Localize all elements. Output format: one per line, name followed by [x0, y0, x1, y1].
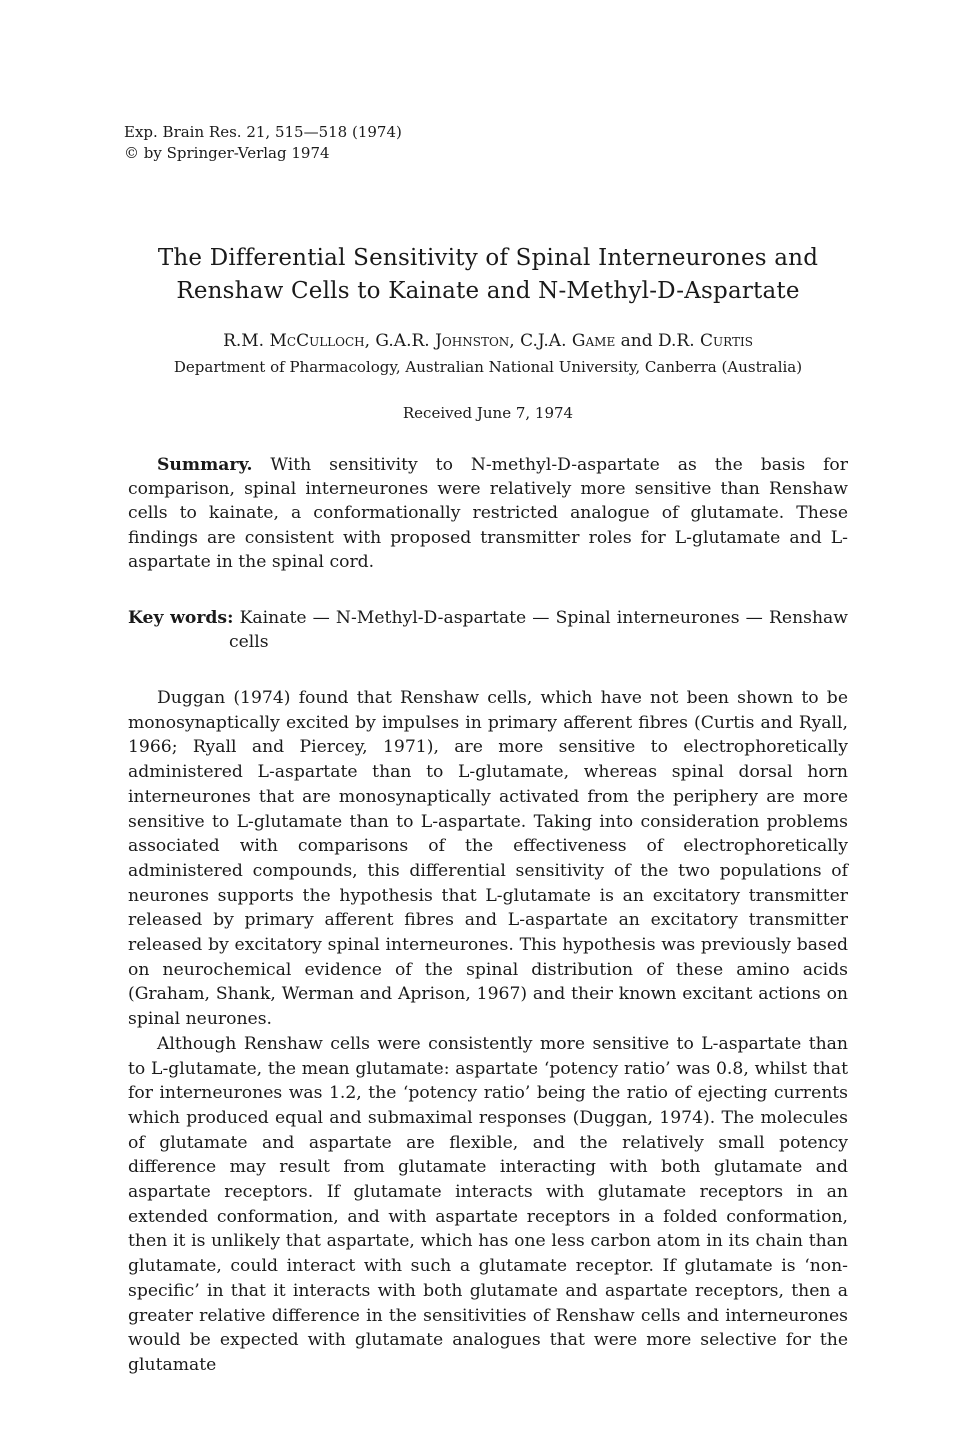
received-date: Received June 7, 1974: [402, 404, 574, 422]
summary-label: Summary.: [157, 455, 253, 475]
author-1-initials: R.M.: [223, 331, 270, 351]
keywords-text: Kainate — N-Methyl-D-aspartate — Spinal interneurones — Renshaw cells: [229, 608, 848, 652]
journal-reference: [124, 122, 402, 164]
copyright-notice: © by Springer-Verlag 1974: [124, 144, 330, 162]
summary-paragraph: [128, 453, 848, 574]
author-4-surname: Curtis: [700, 331, 753, 351]
journal-citation: Exp. Brain Res. 21, 515—518 (1974): [124, 123, 402, 141]
author-4-initials: and D.R.: [615, 331, 701, 351]
title-line-1: The Differential Sensitivity of Spinal Interneurones and: [157, 245, 819, 271]
summary-text: With sensitivity to N-methyl-D-aspartate as the basis for comparison, spinal interneurones were relatively more sensitive than Renshaw cells to kainate, a conformationally restricted analogue of glutamate. These findings are consistent with proposed transmitter roles for L-glutamate and L-aspartate in the spinal cord.: [128, 455, 848, 572]
body-paragraph-2: Although Renshaw cells were consistently more sensitive to L-aspartate than to L-glutamate, the mean glutamate: aspartate ‘potency ratio’ was 0.8, whilst that for interneurones was 1.2, the ‘potency ratio’ being the ratio of ejecting currents which produced equal and submaximal responses (Duggan, 1974). The molecules of glutamate and aspartate are flexible, and the relatively small potency difference may result from glutamate interacting with both glutamate and aspartate receptors. If glutamate interacts with glutamate receptors in an extended conformation, and with aspartate receptors in a folded conformation, then it is unlikely that aspartate, which has one less carbon atom in its chain than glutamate, could interact with such a glutamate receptor. If glutamate is ‘non-specific’ in that it interacts with both glutamate and aspartate receptors, then a greater relative difference in the sensitivities of Renshaw cells and interneurones would be expected with glutamate analogues that were more selective for the glutamate: [128, 1033, 848, 1375]
author-list: [120, 329, 856, 353]
article-title: [120, 242, 856, 308]
title-line-2: Renshaw Cells to Kainate and N-Methyl-D-Aspartate: [176, 278, 800, 304]
author-1-surname: McCulloch: [269, 331, 365, 351]
author-2-surname: Johnston: [435, 331, 510, 351]
author-3-surname: Game: [571, 331, 616, 351]
body-text: [128, 686, 848, 1378]
author-affiliation: Department of Pharmacology, Australian National University, Canberra (Australia): [173, 358, 803, 376]
keywords-block: [128, 606, 848, 654]
author-2-initials: , G.A.R.: [364, 331, 436, 351]
keywords-label: Key words:: [128, 608, 234, 628]
body-paragraph-1: Duggan (1974) found that Renshaw cells, which have not been shown to be monosynaptically excited by impulses in primary afferent fibres (Curtis and Ryall, 1966; Ryall and Piercey, 1971), are more sensitive to electrophoretically administered L-aspartate than to L-glutamate, whereas spinal dorsal horn interneurones that are monosynaptically activated from the periphery are more sensitive to L-glutamate than to L-aspartate. Taking into consideration problems associated with comparisons of the effectiveness of electrophoretically administered compounds, this differential sensitivity of the two populations of neurones supports the hypothesis that L-glutamate is an excitatory transmitter released by primary afferent fibres and L-aspartate an excitatory transmitter released by excitatory spinal interneurones. This hypothesis was previously based on neurochemical evidence of the spinal distribution of these amino acids (Graham, Shank, Werman and Aprison, 1967) and their known excitant actions on spinal neurones.: [128, 688, 848, 1030]
author-3-initials: , C.J.A.: [509, 331, 572, 351]
